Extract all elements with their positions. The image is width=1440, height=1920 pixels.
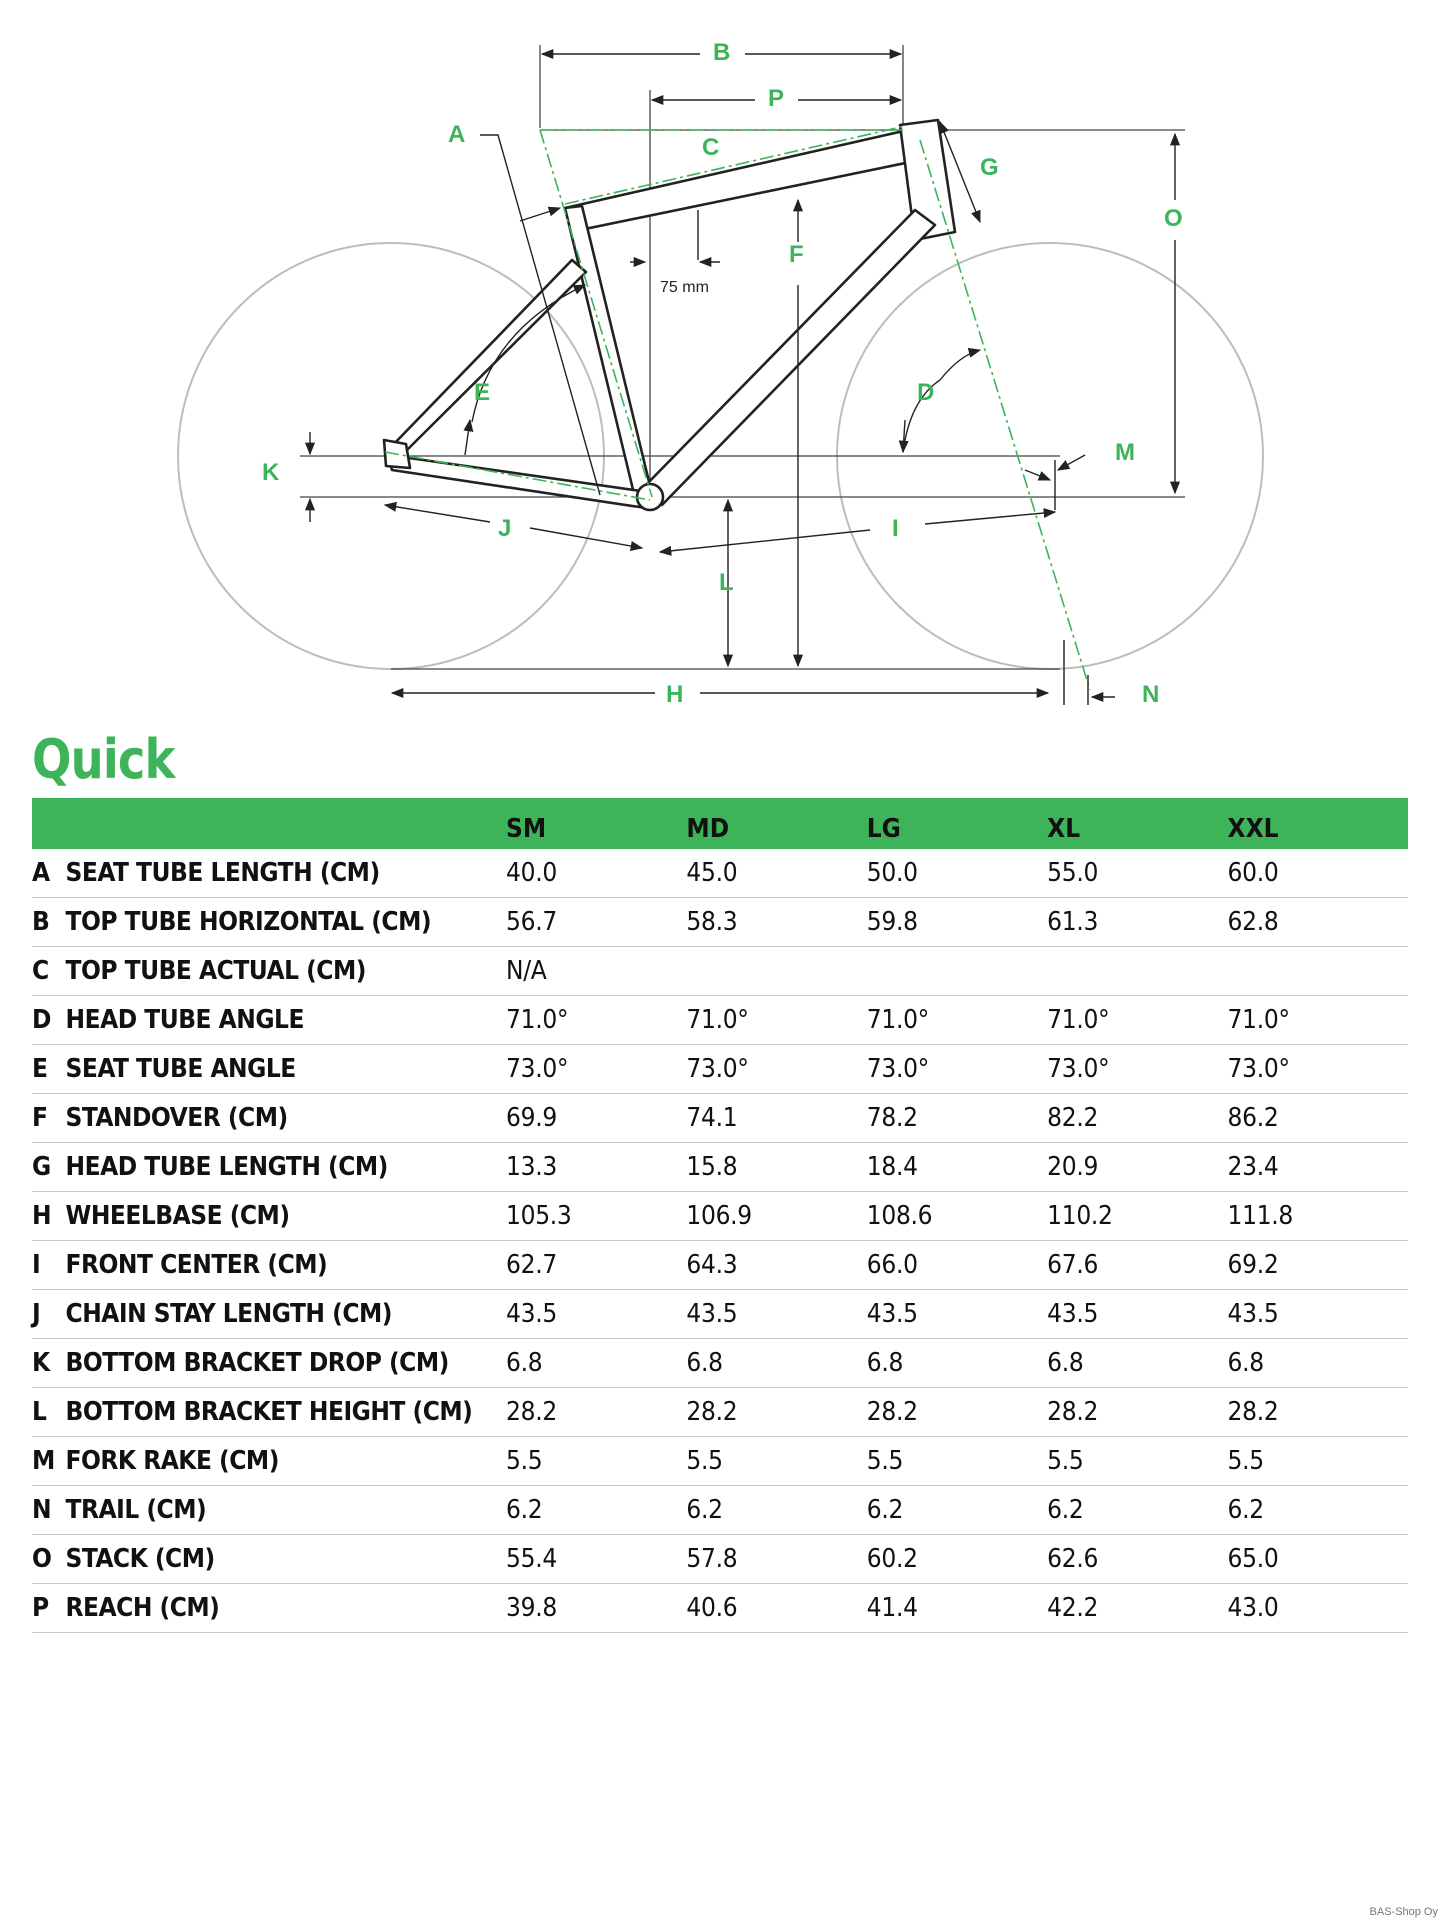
- cell-value: 62.8: [1228, 898, 1408, 947]
- cell-value: 66.0: [867, 1241, 1047, 1290]
- cell-value: 73.0°: [506, 1045, 686, 1094]
- row-letter: L: [32, 1388, 66, 1437]
- credit-text: BAS-Shop Oy: [1369, 1906, 1438, 1918]
- label-i: I: [892, 515, 899, 542]
- cell-value: 108.6: [867, 1192, 1047, 1241]
- cell-value: 28.2: [506, 1388, 686, 1437]
- cell-value: 105.3: [506, 1192, 686, 1241]
- row-name: SEAT TUBE LENGTH (CM): [66, 849, 506, 898]
- cell-value: 78.2: [867, 1094, 1047, 1143]
- cell-value: 110.2: [1047, 1192, 1227, 1241]
- row-name: WHEELBASE (CM): [66, 1192, 506, 1241]
- row-letter: H: [32, 1192, 66, 1241]
- cell-value: 6.8: [1047, 1339, 1227, 1388]
- cell-value: 71.0°: [867, 996, 1047, 1045]
- row-name: STANDOVER (CM): [66, 1094, 506, 1143]
- cell-value: 40.0: [506, 849, 686, 898]
- cell-value: 5.5: [867, 1437, 1047, 1486]
- label-m: M: [1115, 439, 1135, 466]
- table-row: [32, 1535, 1408, 1584]
- label-f: F: [789, 241, 804, 268]
- cell-value: 6.2: [1047, 1486, 1227, 1535]
- label-o: O: [1164, 205, 1183, 232]
- label-a: A: [448, 121, 466, 148]
- label-h: H: [666, 681, 684, 708]
- cell-value: 73.0°: [1047, 1045, 1227, 1094]
- label-l: L: [719, 569, 734, 596]
- size-header: XL: [1047, 813, 1081, 844]
- cell-value: 43.5: [1228, 1290, 1408, 1339]
- cell-value: 60.0: [1228, 849, 1408, 898]
- size-header: MD: [686, 813, 730, 844]
- table-row: [32, 1094, 1408, 1143]
- cell-value: 6.2: [686, 1486, 866, 1535]
- cell-value: 71.0°: [1047, 996, 1227, 1045]
- cell-value: 20.9: [1047, 1143, 1227, 1192]
- cell-value: 55.0: [1047, 849, 1227, 898]
- cell-value: 6.8: [686, 1339, 866, 1388]
- cell-value: 5.5: [506, 1437, 686, 1486]
- bottom-bracket: [637, 484, 663, 510]
- row-name: STACK (CM): [66, 1535, 506, 1584]
- cell-value: 5.5: [1228, 1437, 1408, 1486]
- cell-value: 69.2: [1228, 1241, 1408, 1290]
- geometry-table: [32, 798, 1408, 1633]
- table-row: [32, 898, 1408, 947]
- cell-value: 64.3: [686, 1241, 866, 1290]
- cell-value: N/A: [506, 947, 686, 996]
- row-letter: M: [32, 1437, 66, 1486]
- label-d: D: [917, 379, 935, 406]
- cell-value: [1047, 947, 1227, 996]
- row-name: FORK RAKE (CM): [66, 1437, 506, 1486]
- row-letter: A: [32, 849, 66, 898]
- cell-value: [867, 947, 1047, 996]
- cell-value: 57.8: [686, 1535, 866, 1584]
- cell-value: 5.5: [686, 1437, 866, 1486]
- cell-value: 111.8: [1228, 1192, 1408, 1241]
- cell-value: [686, 947, 866, 996]
- row-name: HEAD TUBE ANGLE: [66, 996, 506, 1045]
- row-letter: G: [32, 1143, 66, 1192]
- cell-value: 23.4: [1228, 1143, 1408, 1192]
- cell-value: 62.6: [1047, 1535, 1227, 1584]
- cell-value: 43.0: [1228, 1584, 1408, 1633]
- cell-value: 15.8: [686, 1143, 866, 1192]
- row-name: FRONT CENTER (CM): [66, 1241, 506, 1290]
- cell-value: 71.0°: [1228, 996, 1408, 1045]
- cell-value: 67.6: [1047, 1241, 1227, 1290]
- cell-value: 86.2: [1228, 1094, 1408, 1143]
- label-b: B: [713, 39, 731, 66]
- cell-value: 56.7: [506, 898, 686, 947]
- row-letter: C: [32, 947, 66, 996]
- row-letter: J: [32, 1290, 66, 1339]
- row-name: BOTTOM BRACKET DROP (CM): [66, 1339, 506, 1388]
- row-letter: F: [32, 1094, 66, 1143]
- cell-value: 13.3: [506, 1143, 686, 1192]
- row-name: CHAIN STAY LENGTH (CM): [66, 1290, 506, 1339]
- bike-geometry-diagram: [0, 0, 1440, 730]
- cell-value: 18.4: [867, 1143, 1047, 1192]
- cell-value: 65.0: [1228, 1535, 1408, 1584]
- cell-value: 28.2: [867, 1388, 1047, 1437]
- row-name: SEAT TUBE ANGLE: [66, 1045, 506, 1094]
- cell-value: 6.2: [506, 1486, 686, 1535]
- cell-value: 45.0: [686, 849, 866, 898]
- cell-value: 39.8: [506, 1584, 686, 1633]
- table-row: [32, 1388, 1408, 1437]
- cell-value: 106.9: [686, 1192, 866, 1241]
- row-letter: O: [32, 1535, 66, 1584]
- cell-value: 43.5: [506, 1290, 686, 1339]
- table-row: [32, 1192, 1408, 1241]
- cell-value: 50.0: [867, 849, 1047, 898]
- seat-offset-note: 75 mm: [660, 279, 709, 296]
- size-header: SM: [506, 813, 547, 844]
- cell-value: 6.8: [1228, 1339, 1408, 1388]
- row-letter: P: [32, 1584, 66, 1633]
- cell-value: 73.0°: [686, 1045, 866, 1094]
- cell-value: 82.2: [1047, 1094, 1227, 1143]
- row-name: TRAIL (CM): [66, 1486, 506, 1535]
- cell-value: 62.7: [506, 1241, 686, 1290]
- label-p: P: [768, 85, 785, 112]
- cell-value: 28.2: [1047, 1388, 1227, 1437]
- size-header: LG: [866, 813, 901, 844]
- bike-frame: [384, 120, 955, 508]
- model-title: Quick: [32, 728, 175, 791]
- cell-value: 59.8: [867, 898, 1047, 947]
- row-letter: K: [32, 1339, 66, 1388]
- table-row: [32, 1486, 1408, 1535]
- cell-value: 40.6: [686, 1584, 866, 1633]
- row-name: REACH (CM): [66, 1584, 506, 1633]
- table-row: [32, 1339, 1408, 1388]
- row-name: TOP TUBE HORIZONTAL (CM): [66, 898, 506, 947]
- table-row: [32, 996, 1408, 1045]
- cell-value: 42.2: [1047, 1584, 1227, 1633]
- row-letter: E: [32, 1045, 66, 1094]
- cell-value: 55.4: [506, 1535, 686, 1584]
- label-k: K: [262, 459, 280, 486]
- cell-value: 71.0°: [506, 996, 686, 1045]
- cell-value: 61.3: [1047, 898, 1227, 947]
- row-name: HEAD TUBE LENGTH (CM): [66, 1143, 506, 1192]
- header-spacer: [66, 798, 506, 849]
- label-e: E: [474, 379, 491, 406]
- cell-value: 6.8: [506, 1339, 686, 1388]
- cell-value: 6.2: [1228, 1486, 1408, 1535]
- cell-value: 60.2: [867, 1535, 1047, 1584]
- label-g: G: [980, 154, 999, 181]
- cell-value: 41.4: [867, 1584, 1047, 1633]
- header-spacer: [32, 798, 66, 849]
- cell-value: 69.9: [506, 1094, 686, 1143]
- table-row: [32, 1045, 1408, 1094]
- table-row: [32, 1584, 1408, 1633]
- cell-value: 28.2: [1228, 1388, 1408, 1437]
- table-row: [32, 1290, 1408, 1339]
- cell-value: 43.5: [867, 1290, 1047, 1339]
- row-name: TOP TUBE ACTUAL (CM): [66, 947, 506, 996]
- cell-value: 71.0°: [686, 996, 866, 1045]
- cell-value: 58.3: [686, 898, 866, 947]
- table-row: [32, 849, 1408, 898]
- cell-value: 28.2: [686, 1388, 866, 1437]
- table-row: [32, 1241, 1408, 1290]
- row-name: BOTTOM BRACKET HEIGHT (CM): [66, 1388, 506, 1437]
- cell-value: 43.5: [1047, 1290, 1227, 1339]
- cell-value: 5.5: [1047, 1437, 1227, 1486]
- dimension-lines: [310, 54, 1175, 705]
- row-letter: N: [32, 1486, 66, 1535]
- size-header-row: [32, 798, 1408, 849]
- label-c: C: [702, 134, 720, 161]
- table-row: [32, 1437, 1408, 1486]
- cell-value: 6.2: [867, 1486, 1047, 1535]
- cell-value: [1228, 947, 1408, 996]
- cell-value: 73.0°: [867, 1045, 1047, 1094]
- cell-value: 73.0°: [1228, 1045, 1408, 1094]
- row-letter: D: [32, 996, 66, 1045]
- row-letter: I: [32, 1241, 66, 1290]
- table-row: [32, 947, 1408, 996]
- label-n: N: [1142, 681, 1160, 708]
- reference-lines: [300, 45, 1185, 669]
- cell-value: 74.1: [686, 1094, 866, 1143]
- label-j: J: [498, 515, 512, 542]
- size-header: XXL: [1227, 813, 1279, 844]
- cell-value: 43.5: [686, 1290, 866, 1339]
- table-row: [32, 1143, 1408, 1192]
- cell-value: 6.8: [867, 1339, 1047, 1388]
- row-letter: B: [32, 898, 66, 947]
